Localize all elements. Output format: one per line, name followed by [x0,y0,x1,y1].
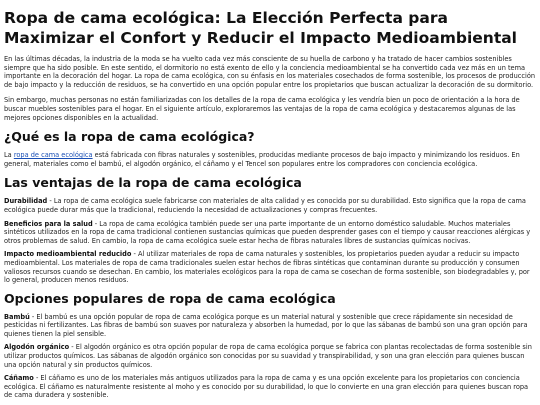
option-text: - El cáñamo es uno de los materiales más antiguos utilizados para la ropa de cama y es una opción excelente para los propietarios con conciencia ecológica. El cáñamo es naturalmente resistente al moho y es conocido por su durabilidad, lo que lo convierte en una gran elección para quienes buscan ropa de cama duradera y sostenible. [4,374,529,400]
option-item-organic-cotton [4,343,536,369]
intro-paragraph-1: En las últimas décadas, la industria de la moda se ha vuelto cada vez más consciente de su huella de carbono y ha tratado de hacer cambios sostenibles siempre que ha sido posible. En este sentido, el dormitorio no está exento de ello y la conciencia medioambiental se ha convertido cada vez más en un tema importante en la decoración del hogar. La ropa de cama ecológica, con su énfasis en los materiales cosechados de forma sostenible, los procesos de producción de bajo impacto y la reducción de residuos, se ha convertido en una opción popular entre los propietarios que buscan actualizar la decoración de su dormitorio. [4,55,536,89]
advantage-text: - Al utilizar materiales de ropa de cama naturales y sostenibles, los propietarios pueden ayudar a reducir su impacto medioambiental. Los materiales de ropa de cama tradicionales suelen estar hechos de fibras sintéticas que contaminan durante su producción y consumen valiosos recursos cuando se desechan. En cambio, los materiales ecológicos para la ropa de cama se cosechan de forma sostenible, son biodegradables y, por lo general, producen menos residuos. [4,250,530,285]
advantage-term: Impacto medioambiental reducido [4,250,132,259]
option-item-hemp [4,374,536,400]
option-term: Cáñamo [4,374,34,383]
eco-bedding-link[interactable]: ropa de cama ecológica [13,151,93,160]
what-paragraph-rest: está fabricada con fibras naturales y sostenibles, producidas mediante procesos de bajo impacto y minimizando los residuos. En general, materiales como el bambú, el algodón orgánico, el cáñamo y el Tencel son populares entre los compradores con conciencia ecológica. [4,151,520,168]
intro-paragraph-2: Sin embargo, muchas personas no están familiarizadas con los detalles de la ropa de cama ecológica y les vendría bien un poco de orientación a la hora de buscar muebles sostenibles para el hogar. En el siguiente artículo, exploraremos las ventajas de la ropa de cama ecológica y destacaremos algunas de las mejores opciones disponibles en la actualidad. [4,96,520,122]
option-text: - El algodón orgánico es otra opción popular de ropa de cama ecológica porque se fabrica con plantas recolectadas de forma sostenible sin utilizar productos químicos. Las sábanas de algodón orgánico son conocidas por su suavidad y transpirabilidad, y son una gran elección para quienes buscan una opción natural y sin productos químicos. [4,343,532,369]
option-term: Bambú [4,312,30,321]
what-paragraph-prefix: La [4,151,14,160]
section-heading-advantages: Las ventajas de la ropa de cama ecológica [4,175,302,191]
option-term: Algodón orgánico [4,343,70,352]
advantage-term: Beneficios para la salud [4,219,93,228]
option-item-bamboo [4,313,536,339]
advantage-term: Durabilidad [4,197,48,206]
section-heading-options: Opciones populares de ropa de cama ecológica [4,290,336,306]
advantage-text: - La ropa de cama ecológica suele fabricarse con materiales de alta calidad y es conocida por su durabilidad. Esto significa que la ropa de cama ecológica puede durar más que la tradicional, reduciendo la necesidad de actualizaciones y compras frecuentes. [4,197,526,214]
option-text: - El bambú es una opción popular de ropa de cama ecológica porque es un material natural y sostenible que crece rápidamente sin necesidad de pesticidas ni fertilizantes. Las fibras de bambú son suaves por naturaleza y absorben la humedad, por lo que las sábanas de bambú son una gran opción para quienes tienen la piel sensible. [4,312,528,338]
section-heading-what: ¿Qué es la ropa de cama ecológica? [4,129,255,145]
advantage-item-health [4,220,536,246]
advantage-item-durability [4,197,536,214]
advantage-item-impact [4,250,536,284]
what-paragraph [4,151,536,168]
page-title: Ropa de cama ecológica: La Elección Perfecta para Maximizar el Confort y Reducir el Impacto Medioambiental [4,9,517,47]
advantage-text: - La ropa de cama ecológica también puede ser una parte importante de un entorno doméstico saludable. Muchos materiales sintéticos utilizados en la ropa de cama tradicional contienen sustancias químicas que pueden desprender gases con el tiempo y causar reacciones alérgicas y otros problemas de salud. En cambio, la ropa de cama ecológica suele estar hecha de fibras naturales libres de sustancias químicas nocivas. [4,219,531,245]
